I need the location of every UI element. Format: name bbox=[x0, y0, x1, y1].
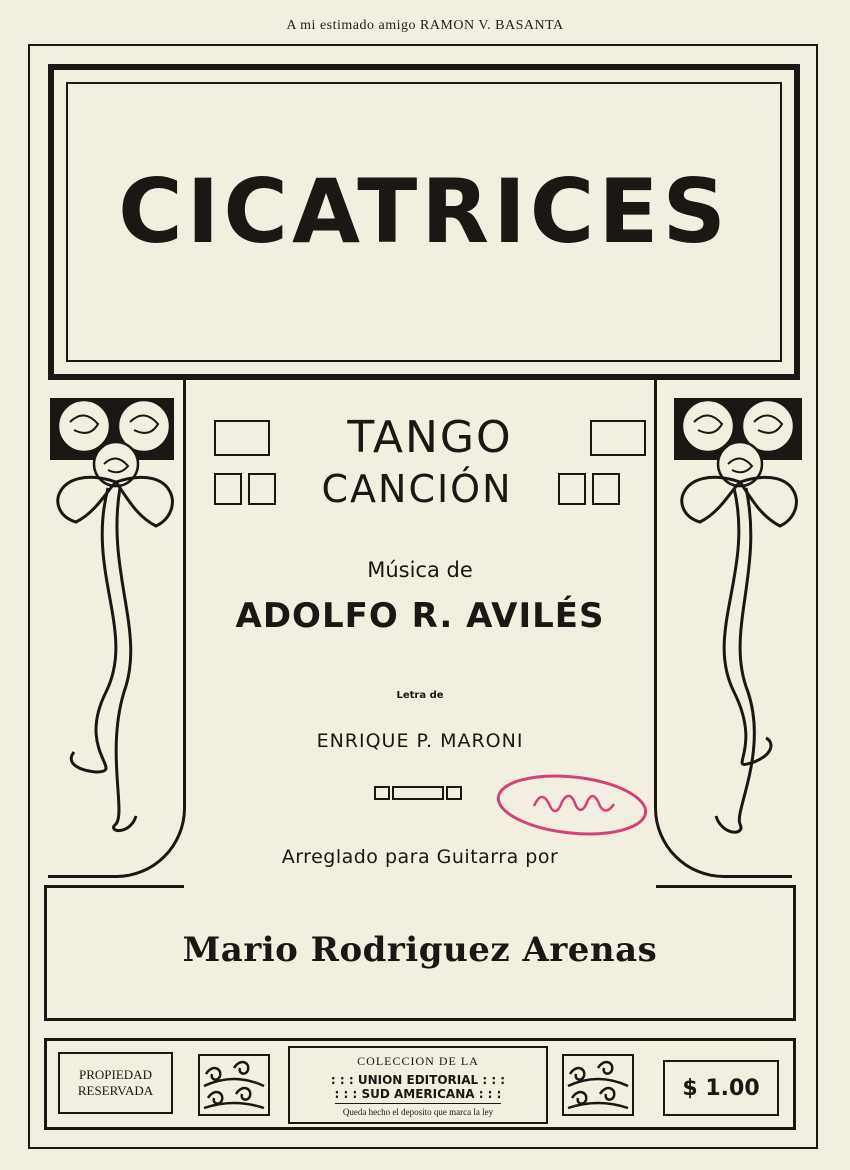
price-box bbox=[663, 1060, 779, 1116]
song-title: CICATRICES bbox=[118, 160, 730, 263]
rights-line-2: RESERVADA bbox=[77, 1083, 154, 1098]
rights-box bbox=[58, 1052, 173, 1114]
decorative-box bbox=[590, 420, 646, 456]
rose-ribbon-illustration-left bbox=[46, 392, 186, 852]
divider-ornament bbox=[374, 786, 462, 800]
lyricist-name: ENRIQUE P. MARONI bbox=[316, 730, 524, 752]
signature-stamp bbox=[494, 772, 650, 838]
publisher-line-2: : : : SUD AMERICANA : : : bbox=[335, 1087, 502, 1104]
decorative-box bbox=[248, 473, 276, 505]
decorative-box bbox=[558, 473, 586, 505]
decorative-box bbox=[214, 473, 242, 505]
arranged-by-label: Arreglado para Guitarra por bbox=[281, 846, 559, 868]
composer-name: ADOLFO R. AVILÉS bbox=[235, 596, 605, 636]
genre-line-1 bbox=[214, 412, 646, 463]
genre-tango: TANGO bbox=[347, 412, 513, 463]
decorative-box bbox=[214, 420, 270, 456]
publisher-line-1: : : : UNION EDITORIAL : : : bbox=[330, 1072, 506, 1087]
scroll-ornament-icon bbox=[198, 1054, 270, 1116]
scroll-ornament-icon bbox=[562, 1054, 634, 1116]
collection-label: COLECCION DE LA bbox=[357, 1053, 479, 1068]
genre-line-2 bbox=[214, 467, 620, 511]
rights-line-1: PROPIEDAD bbox=[79, 1067, 152, 1083]
genre-cancion: CANCIÓN bbox=[321, 467, 513, 511]
arranger-name: Mario Rodriguez Arenas bbox=[182, 930, 658, 970]
price-value: $ 1.00 bbox=[682, 1075, 760, 1101]
decorative-box bbox=[592, 473, 620, 505]
rose-ribbon-illustration-right bbox=[664, 392, 814, 852]
legal-notice: Queda hecho el deposito que marca la ley bbox=[342, 1106, 494, 1117]
lyrics-by-label: Letra de bbox=[396, 690, 444, 701]
publisher-box bbox=[288, 1046, 548, 1124]
dedication-line: A mi estimado amigo RAMON V. BASANTA bbox=[286, 18, 564, 33]
music-by-label: Música de bbox=[367, 558, 473, 582]
